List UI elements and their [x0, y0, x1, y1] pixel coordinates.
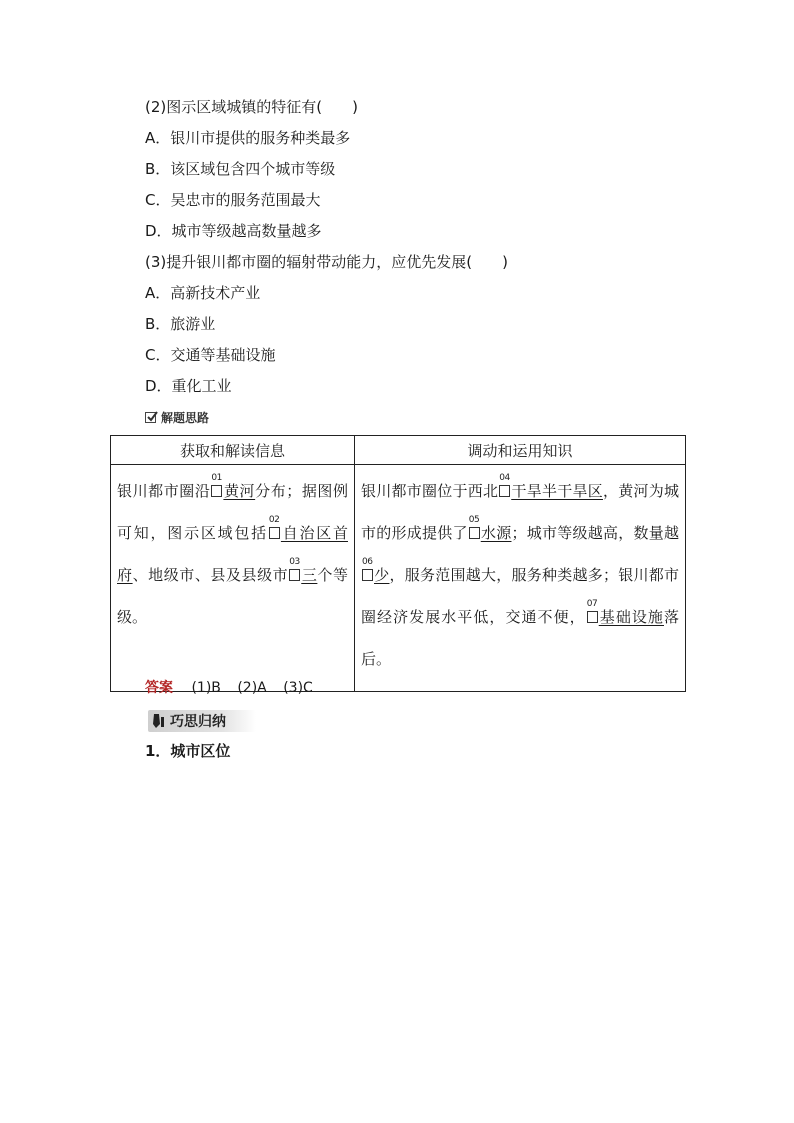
question-2-stem: (2)图示区域城镇的特征有( ): [145, 98, 358, 116]
question-2-option-c: C．吴忠市的服务范围最大: [145, 191, 321, 209]
blank-number: 04: [499, 473, 510, 483]
answer-fill: 三: [301, 566, 318, 584]
blank-box-icon: [586, 599, 598, 623]
answer-item: (3)C: [283, 680, 313, 696]
answer-item: (2)A: [237, 680, 267, 696]
checkbox-icon: [145, 412, 156, 423]
table-header-row: [111, 436, 686, 465]
summary-banner: [148, 710, 256, 732]
cell-text: 分布；据图例可知，图示区域包括: [117, 482, 348, 542]
table-cell-info: [111, 465, 355, 692]
blank-number: 02: [268, 515, 280, 525]
answer-item: (1)B: [191, 680, 221, 696]
question-3-option-d: D．重化工业: [145, 377, 232, 395]
question-2-option-a: A．银川市提供的服务种类最多: [145, 129, 351, 147]
cell-text: 落后。: [361, 608, 679, 668]
blank-number: 05: [468, 515, 480, 525]
table-header-info: 获取和解读信息: [111, 436, 355, 465]
blank-box-icon: [468, 515, 480, 539]
cell-text: 银川都市圈位于西北: [361, 482, 499, 500]
pen-icon: [148, 710, 168, 732]
question-3-stem: (3)提升银川都市圈的辐射带动能力，应优先发展( ): [145, 253, 508, 271]
answer-fill: 黄河: [223, 482, 256, 500]
answer-fill: 干旱半干旱区: [511, 482, 603, 500]
question-3-option-b: B．旅游业: [145, 315, 216, 333]
answer-fill: 水源: [480, 524, 512, 542]
section-title: 1．城市区位: [145, 742, 231, 760]
table-row: [111, 465, 686, 692]
table-cell-knowledge: [355, 465, 686, 692]
blank-box-icon: [268, 515, 280, 539]
solution-hint-label: [145, 408, 209, 426]
table-header-knowledge: 调动和运用知识: [355, 436, 686, 465]
answer-label: 答案: [145, 680, 173, 696]
answer-fill: 基础设施: [598, 608, 664, 626]
cell-text: 银川都市圈沿: [117, 482, 211, 500]
analysis-table: [110, 435, 686, 692]
blank-box-icon: [362, 557, 373, 581]
solution-hint-text: 解题思路: [161, 410, 210, 425]
blank-number: 06: [362, 557, 373, 567]
blank-number: 01: [211, 473, 222, 483]
cell-text: 个等级。: [117, 566, 348, 626]
blank-number: 07: [586, 599, 598, 609]
cell-text: ；城市等级越高，数量越: [511, 524, 679, 542]
blank-box-icon: [499, 473, 510, 497]
summary-banner-text: 巧思归纳: [170, 714, 226, 730]
answer-fill: 自治区首府: [117, 524, 348, 584]
blank-number: 03: [289, 557, 300, 567]
question-3-option-c: C．交通等基础设施: [145, 346, 276, 364]
answer-line: [145, 678, 325, 698]
answer-fill: 少: [374, 566, 390, 584]
blank-box-icon: [289, 557, 300, 581]
question-2-option-d: D．城市等级越高数量越多: [145, 222, 322, 240]
question-2-option-b: B．该区域包含四个城市等级: [145, 160, 336, 178]
cell-text: ，黄河为城市的形成提供了: [361, 482, 679, 542]
cell-text: 、地级市、县及县级市: [132, 566, 289, 584]
question-3-option-a: A．高新技术产业: [145, 284, 261, 302]
blank-box-icon: [211, 473, 222, 497]
cell-text: ，服务范围越大，服务种类越多；银川都市圈经济发展水平低，交通不便，: [361, 566, 679, 626]
